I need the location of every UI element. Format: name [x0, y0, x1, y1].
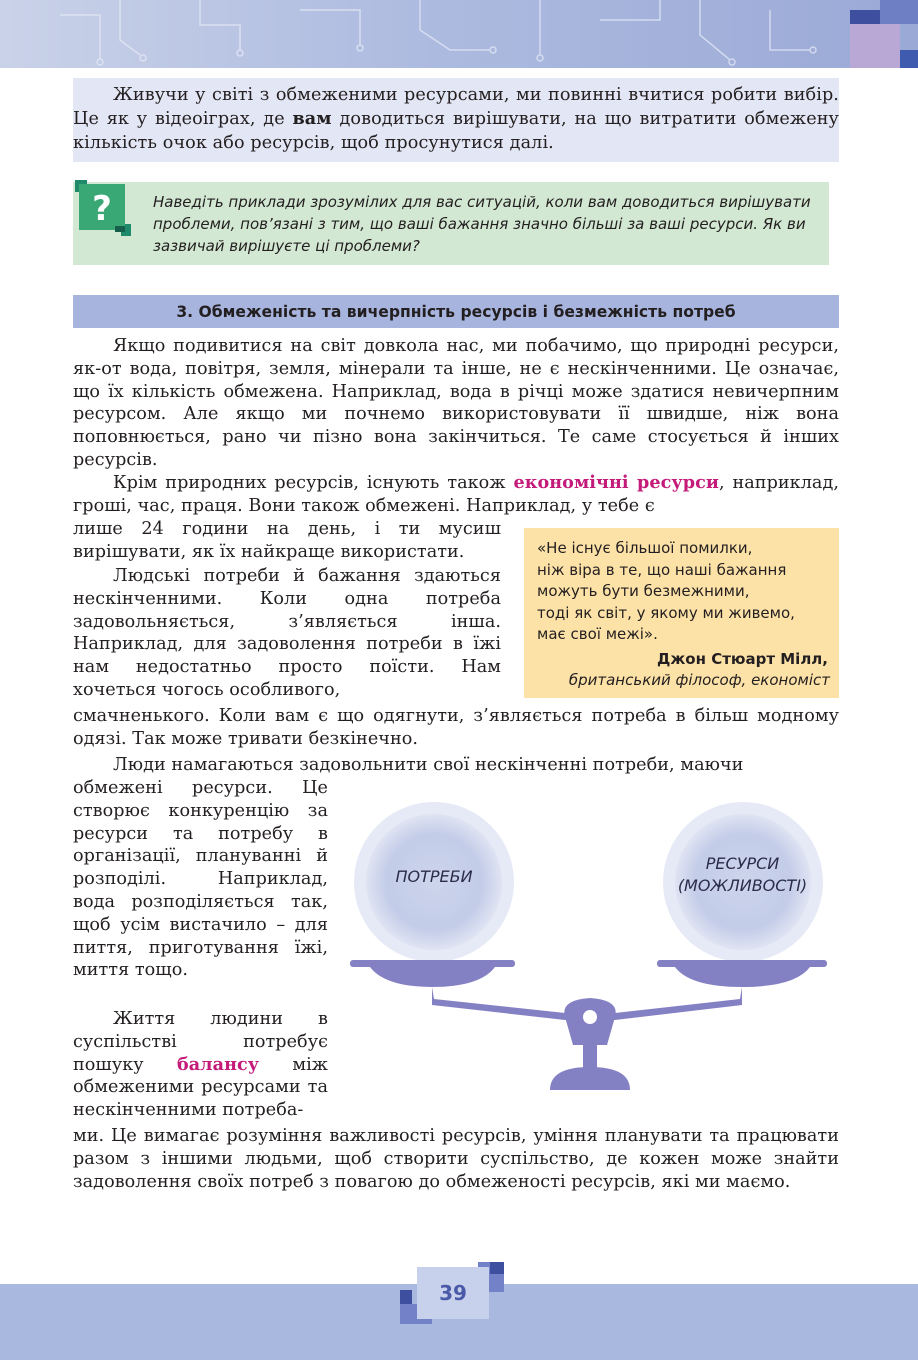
paragraph-competition-cont: обмежені ресурси. Це створює конкуренцію за ресурси та потребу в організації, плануванні й розподілі. Наприклад, вода розподіляється так, щоб усім вистачило – для пиття, приготування їжі, миття тощо.: [73, 778, 328, 981]
top-banner: [0, 0, 918, 68]
quote-author-role: британський філософ, економіст: [568, 671, 830, 689]
paragraph-balance: Життя людини в суспільстві потребує пошуку балансу між обмеженими ресурсами та нескінченними потреба-: [73, 1009, 328, 1121]
paragraph-competition: Люди намагаються задовольнити свої нескінченні потреби, маючи: [113, 755, 744, 775]
section-heading: 3. Обмеженість та вичерпність ресурсів і безмежність потреб: [73, 295, 839, 328]
quote-line: ніж віра в те, що наші бажання: [537, 560, 787, 579]
scale-pivot: [583, 1010, 597, 1024]
balance-scale-illustration: [345, 795, 835, 1105]
circuit-pattern-decoration: [0, 0, 918, 68]
paragraph-balance-cont: ми. Це вимагає розуміння важливості ресурсів, уміння планувати та працювати разом з іншими людьми, щоб створити суспільство, де кожен може знайти задоволення своїх потреб з повагою до обмеженості ресурсів, які ми маємо.: [73, 1126, 839, 1192]
svg-text:?: ?: [92, 189, 112, 229]
paragraph-human-needs: Людські потреби й бажання здаються нескінченними. Коли одна потреба задовольняється, з’являється інша. Наприклад, для задоволення потреби в їжі нам недостатньо просто поїсти. Нам хочеться чогось особливого,: [73, 566, 501, 700]
question-mark-icon: [75, 180, 131, 236]
question-text: Наведіть приклади зрозумілих для вас ситуацій, коли вам доводиться вирішувати проблеми, пов’язані з тим, що ваші бажання значно більші за ваші ресурси. Як ви зазвичай вирішуєте ці проблеми?: [153, 193, 811, 255]
term-economic-resources: економічні ресурси: [513, 472, 719, 493]
quote-author: Джон Стюарт Мілл,: [657, 650, 828, 668]
decor-square: [400, 1290, 412, 1304]
paragraph-economic-resources: Крім природних ресурсів, існують також економічні ресурси, наприклад, гроші, час, праця. Вони також обмежені. Наприклад, у тебе є: [73, 472, 839, 516]
paragraph-natural-resources: Якщо подивитися на світ довкола нас, ми побачимо, що природні ресурси, як-от вода, повітря, земля, мінерали та інше, не є нескінченними. Це означає, що їх кількість обмежена. Наприклад, вода в річці може здатися невичерпним ресурсом. Але якщо ми почнемо використовувати її швидше, ніж вона поповнюється, рано чи пізно вона закінчиться. Те саме стосується й інших ресурсів.: [73, 336, 839, 470]
quote-text: [537, 538, 832, 646]
decor-square: [490, 1262, 504, 1274]
quote-line: «Не існує більшої помилки,: [537, 539, 753, 557]
decor-square: [880, 0, 918, 24]
decor-square: [850, 24, 900, 68]
needs-label: ПОТРЕБИ: [395, 867, 473, 886]
term-balance: балансу: [176, 1053, 260, 1075]
resources-label: РЕСУРСИ (МОЖЛИВОСТІ): [677, 854, 808, 895]
decor-square: [900, 50, 918, 68]
quote-line: тоді як світ, у якому ми живемо,: [537, 603, 795, 622]
intro-paragraph: Живучи у світі з обмеженими ресурсами, ми повинні вчитися робити вибір. Це як у відеоіграх, де вам доводиться вирішувати, на що витратити обмежену кількість очок або ресурсів, щоб просунутися далі.: [73, 85, 839, 153]
decor-square: [850, 10, 880, 24]
page-number: 39: [417, 1267, 489, 1319]
paragraph-human-needs-cont: смачненького. Коли вам є що одягнути, з’являється потреба в більш модному одязі. Так може тривати безкінечно.: [73, 706, 839, 749]
quote-line: можуть бути безмежними,: [537, 582, 750, 600]
paragraph-economic-resources-cont: лише 24 години на день, і ти мусиш вирішувати, як їх найкраще використати.: [73, 519, 501, 562]
intro-bold-word: вам: [292, 108, 332, 129]
quote-line: має свої межі».: [537, 625, 658, 643]
scale-base: [350, 960, 827, 1090]
